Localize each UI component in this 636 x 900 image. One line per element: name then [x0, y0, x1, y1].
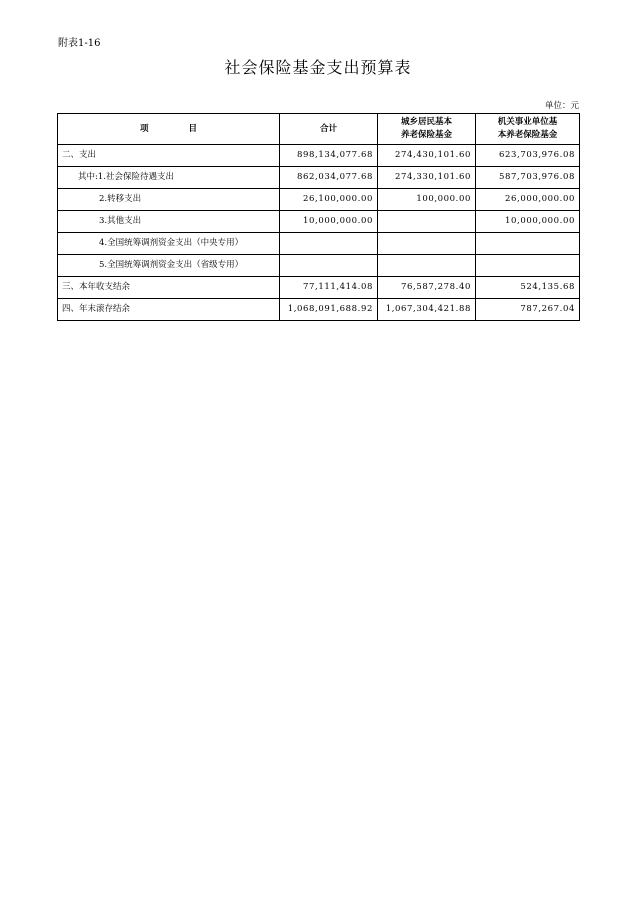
row-label: 二、支出: [58, 145, 280, 167]
header-urban-rural-line1: 城乡居民基本: [400, 117, 452, 127]
header-urban-rural-line2: 养老保险基金: [400, 130, 452, 140]
header-institution-line2: 本养老保险基金: [497, 130, 558, 140]
row-total: 1,068,091,688.92: [280, 299, 378, 321]
row-total: [280, 255, 378, 277]
row-label: 4.全国统筹调剂资金支出（中央专用）: [58, 233, 280, 255]
row-institution: 587,703,976.08: [476, 167, 580, 189]
row-total: 26,100,000.00: [280, 189, 378, 211]
row-label: 三、本年收支结余: [58, 277, 280, 299]
page-title: 社会保险基金支出预算表: [224, 58, 412, 77]
row-total: 10,000,000.00: [280, 211, 378, 233]
row-institution: 787,267.04: [476, 299, 580, 321]
row-urban-rural: 274,330,101.60: [378, 167, 476, 189]
table-row: [58, 299, 580, 321]
row-urban-rural: [378, 255, 476, 277]
row-urban-rural: [378, 211, 476, 233]
row-label: 其中:1.社会保险待遇支出: [58, 167, 280, 189]
row-urban-rural: 274,430,101.60: [378, 145, 476, 167]
table-header-row: [58, 114, 580, 145]
header-item-a: 项: [139, 123, 149, 134]
row-institution: 623,703,976.08: [476, 145, 580, 167]
header-item-b: 目: [188, 123, 198, 134]
row-urban-rural: 1,067,304,421.88: [378, 299, 476, 321]
row-institution: 524,135.68: [476, 277, 580, 299]
row-urban-rural: [378, 233, 476, 255]
row-urban-rural: 76,587,278.40: [378, 277, 476, 299]
row-urban-rural: 100,000.00: [378, 189, 476, 211]
header-total: 合计: [280, 114, 378, 145]
row-institution: 10,000,000.00: [476, 211, 580, 233]
header-institution-line1: 机关事业单位基: [497, 117, 558, 127]
row-institution: [476, 255, 580, 277]
table-row: [58, 145, 580, 167]
header-urban-rural: [378, 114, 476, 145]
table-row: [58, 233, 580, 255]
row-label: 5.全国统筹调剂资金支出（省级专用）: [58, 255, 280, 277]
row-institution: 26,000,000.00: [476, 189, 580, 211]
appendix-label: 附表1-16: [58, 38, 101, 49]
row-label: 2.转移支出: [58, 189, 280, 211]
table-row: [58, 167, 580, 189]
row-total: [280, 233, 378, 255]
table-row: [58, 211, 580, 233]
table-row: [58, 277, 580, 299]
budget-table: [57, 113, 580, 321]
header-item: [58, 114, 280, 145]
row-total: 77,111,414.08: [280, 277, 378, 299]
table-row: [58, 255, 580, 277]
table-row: [58, 189, 580, 211]
unit-label: 单位：元: [544, 101, 579, 111]
row-total: 898,134,077.68: [280, 145, 378, 167]
row-label: 3.其他支出: [58, 211, 280, 233]
header-institution: [476, 114, 580, 145]
row-institution: [476, 233, 580, 255]
row-label: 四、年末滚存结余: [58, 299, 280, 321]
row-total: 862,034,077.68: [280, 167, 378, 189]
